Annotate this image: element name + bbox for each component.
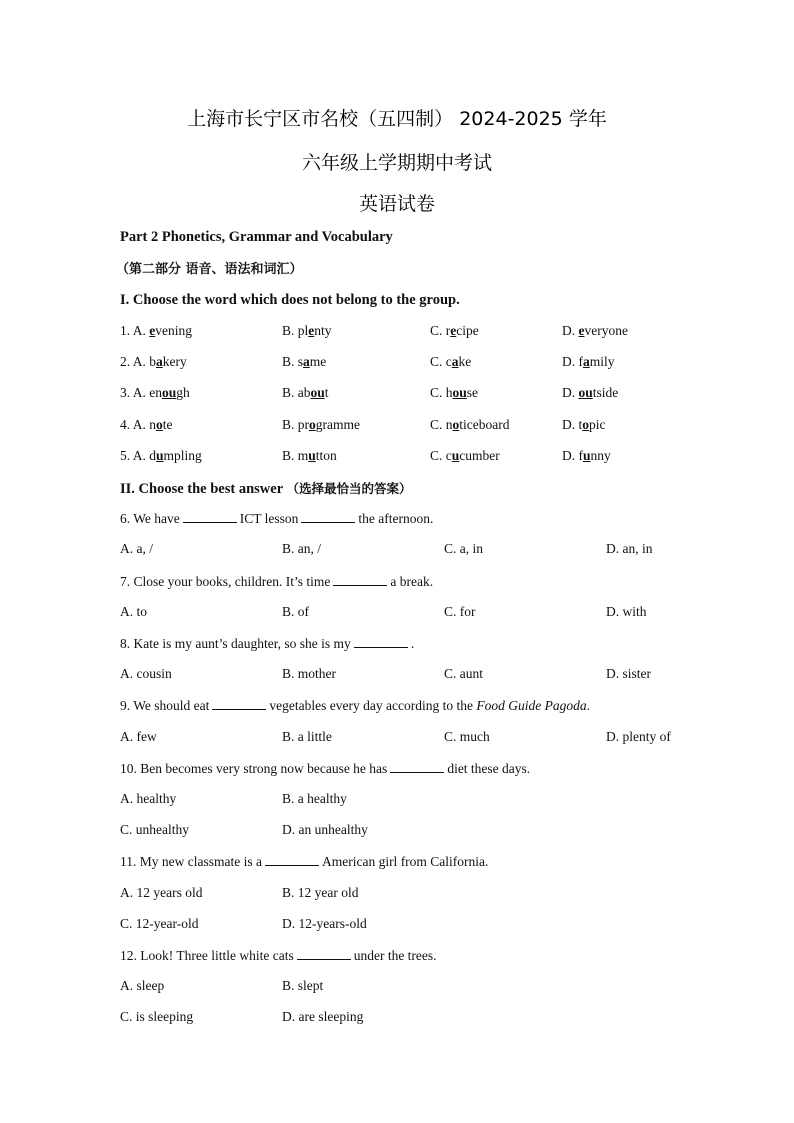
- underlined-sound: a: [451, 354, 459, 369]
- underlined-sound: u: [583, 448, 591, 463]
- q3-option-b[interactable]: [282, 385, 329, 401]
- question-7-text-b: a break.: [390, 574, 434, 589]
- answer-blank[interactable]: [212, 697, 266, 710]
- q11-option-c[interactable]: C. 12-year-old: [120, 916, 199, 931]
- word-prefix: B. pl: [282, 323, 309, 338]
- q7-option-d[interactable]: D. with: [606, 604, 647, 619]
- question-7-text-a: 7. Close your books, children. It’s time: [120, 574, 331, 589]
- q8-option-b[interactable]: B. mother: [282, 666, 336, 681]
- q2-option-c[interactable]: [430, 354, 471, 370]
- answer-blank[interactable]: [297, 947, 351, 960]
- answer-blank[interactable]: [333, 573, 387, 586]
- q4-option-c[interactable]: [430, 417, 510, 433]
- word-suffix: nty: [314, 323, 332, 338]
- word-prefix: d: [149, 448, 157, 463]
- q6-option-d[interactable]: D. an, in: [606, 541, 653, 556]
- answer-blank[interactable]: [183, 510, 237, 523]
- q8-option-c[interactable]: C. aunt: [444, 666, 483, 681]
- question-number: 1. A.: [120, 323, 146, 338]
- underlined-sound: ou: [162, 385, 177, 400]
- part-title: Part 2 Phonetics, Grammar and Vocabulary: [120, 229, 393, 245]
- word-prefix: B. ab: [282, 385, 311, 400]
- question-number: 3. A.: [120, 385, 146, 400]
- word-suffix: t: [324, 385, 329, 400]
- underlined-sound: o: [309, 417, 316, 432]
- underlined-sound: ou: [578, 385, 593, 400]
- word-suffix: cipe: [456, 323, 479, 338]
- question-8: [120, 635, 414, 652]
- question-number: 5. A.: [120, 448, 146, 463]
- q8-option-d[interactable]: D. sister: [606, 666, 651, 681]
- question-8-text-b: .: [410, 636, 415, 651]
- word-prefix: B. pr: [282, 417, 309, 432]
- underlined-sound: ou: [452, 385, 467, 400]
- q9-option-b[interactable]: B. a little: [282, 729, 332, 744]
- q9-option-c[interactable]: C. much: [444, 729, 490, 744]
- question-6: [120, 510, 433, 527]
- question-9-text-italic: Food Guide Pagoda: [476, 698, 587, 713]
- exam-subject-title: 英语试卷: [358, 193, 435, 215]
- underlined-sound: e: [450, 323, 457, 338]
- question-12: [120, 947, 437, 964]
- q5-option-c[interactable]: [430, 448, 500, 464]
- question-7: [120, 573, 433, 590]
- question-9: [120, 697, 590, 714]
- word-suffix: kery: [162, 354, 187, 369]
- q4-option-a[interactable]: [120, 417, 173, 433]
- q3-option-c[interactable]: [430, 385, 478, 401]
- word-suffix: mpling: [163, 448, 202, 463]
- word-suffix: nny: [590, 448, 611, 463]
- word-prefix: D. f: [562, 354, 583, 369]
- q5-option-a[interactable]: [120, 448, 202, 464]
- underlined-sound: u: [156, 448, 164, 463]
- q3-option-a[interactable]: [120, 385, 190, 401]
- underlined-sound: e: [308, 323, 315, 338]
- word-suffix: ke: [458, 354, 472, 369]
- word-suffix: tside: [592, 385, 619, 400]
- question-10: [120, 760, 530, 777]
- underlined-sound: e: [578, 323, 585, 338]
- q4-option-b[interactable]: [282, 417, 360, 433]
- word-prefix: B. m: [282, 448, 309, 463]
- question-number: 4. A.: [120, 417, 146, 432]
- q7-option-c[interactable]: C. for: [444, 604, 476, 619]
- word-prefix: en: [149, 385, 163, 400]
- q1-option-d[interactable]: [562, 323, 628, 339]
- question-12-text-a: 12. Look! Three little white cats: [120, 948, 294, 963]
- word-suffix: gramme: [315, 417, 360, 432]
- word-prefix: D.: [562, 385, 579, 400]
- q6-option-b[interactable]: B. an, /: [282, 541, 321, 556]
- underlined-sound: u: [308, 448, 316, 463]
- q2-option-a[interactable]: [120, 354, 187, 370]
- q11-option-a[interactable]: A. 12 years old: [120, 885, 203, 900]
- word-prefix: b: [149, 354, 157, 369]
- q7-option-b[interactable]: B. of: [282, 604, 309, 619]
- question-6-text-a: 6. We have: [120, 511, 180, 526]
- q3-option-d[interactable]: [562, 385, 618, 401]
- question-10-text-a: 10. Ben becomes very strong now because he has: [120, 761, 388, 776]
- question-6-text-c: the afternoon.: [358, 511, 434, 526]
- q10-option-d[interactable]: D. an unhealthy: [282, 822, 368, 837]
- word-suffix: me: [309, 354, 327, 369]
- word-prefix: C. c: [430, 448, 452, 463]
- q5-option-b[interactable]: [282, 448, 337, 464]
- question-9-text-a: 9. We should eat: [120, 698, 210, 713]
- q10-option-a[interactable]: A. healthy: [120, 791, 177, 806]
- word-prefix: C. n: [430, 417, 453, 432]
- answer-blank[interactable]: [354, 635, 408, 648]
- q12-option-c[interactable]: C. is sleeping: [120, 1009, 194, 1024]
- underlined-sound: u: [451, 448, 460, 463]
- q5-option-d[interactable]: [562, 448, 611, 464]
- word-suffix: te: [162, 417, 173, 432]
- word-suffix: tton: [315, 448, 337, 463]
- word-prefix: D.: [562, 323, 579, 338]
- q12-option-b[interactable]: B. slept: [282, 978, 324, 993]
- word-suffix: veryone: [584, 323, 628, 338]
- q2-option-b[interactable]: [282, 354, 326, 370]
- underlined-sound: a: [303, 354, 310, 369]
- q1-option-b[interactable]: [282, 323, 332, 339]
- word-suffix: ticeboard: [459, 417, 510, 432]
- answer-blank[interactable]: [301, 510, 355, 523]
- answer-blank[interactable]: [265, 853, 319, 866]
- word-prefix: C. h: [430, 385, 453, 400]
- question-8-text-a: 8. Kate is my aunt’s daughter, so she is my: [120, 636, 351, 651]
- word-prefix: B. s: [282, 354, 304, 369]
- question-9-text-b: vegetables every day according to the: [269, 698, 473, 713]
- question-12-text-b: under the trees.: [353, 948, 437, 963]
- question-9-text-d: .: [586, 698, 590, 713]
- q11-option-d[interactable]: D. 12-years-old: [282, 916, 367, 931]
- exam-school-title: 上海市长宁区市名校（五四制） 2024-2025 学年: [187, 108, 607, 130]
- q2-option-d[interactable]: [562, 354, 615, 370]
- word-prefix: D. f: [562, 448, 583, 463]
- word-suffix: mily: [589, 354, 615, 369]
- section2-heading: [120, 479, 412, 498]
- question-11-text-b: American girl from California.: [321, 854, 489, 869]
- underlined-sound: e: [149, 323, 156, 338]
- q6-option-c[interactable]: C. a, in: [444, 541, 483, 556]
- q9-option-d[interactable]: D. plenty of: [606, 729, 671, 744]
- word-suffix: gh: [176, 385, 190, 400]
- q10-option-c[interactable]: C. unhealthy: [120, 822, 189, 837]
- q12-option-a[interactable]: A. sleep: [120, 978, 165, 993]
- q7-option-a[interactable]: A. to: [120, 604, 147, 619]
- word-prefix: C. c: [430, 354, 452, 369]
- exam-grade-title: 六年级上学期期中考试: [301, 152, 492, 174]
- section2-heading-en: II. Choose the best answer: [120, 481, 283, 497]
- section1-heading: I. Choose the word which does not belong to the group.: [120, 292, 460, 308]
- underlined-sound: a: [156, 354, 163, 369]
- word-suffix: vening: [155, 323, 193, 338]
- q12-option-d[interactable]: D. are sleeping: [282, 1009, 364, 1024]
- word-suffix: cumber: [459, 448, 500, 463]
- question-11-text-a: 11. My new classmate is a: [120, 854, 262, 869]
- q1-option-c[interactable]: [430, 323, 479, 339]
- underlined-sound: o: [452, 417, 460, 432]
- q1-option-a[interactable]: [120, 323, 192, 339]
- q11-option-b[interactable]: B. 12 year old: [282, 885, 359, 900]
- word-prefix: D. t: [562, 417, 583, 432]
- q6-option-a[interactable]: A. a, /: [120, 541, 153, 556]
- part-subtitle: （第二部分 语音、语法和词汇）: [116, 262, 303, 277]
- underlined-sound: ou: [310, 385, 325, 400]
- q4-option-d[interactable]: [562, 417, 606, 433]
- underlined-sound: a: [583, 354, 590, 369]
- underlined-sound: o: [156, 417, 163, 432]
- question-10-text-b: diet these days.: [447, 761, 531, 776]
- question-11: [120, 853, 488, 870]
- word-prefix: C. r: [430, 323, 451, 338]
- word-prefix: n: [149, 417, 157, 432]
- word-suffix: se: [466, 385, 479, 400]
- underlined-sound: o: [582, 417, 589, 432]
- question-6-text-b: ICT lesson: [239, 511, 299, 526]
- q9-option-a[interactable]: A. few: [120, 729, 157, 744]
- word-suffix: pic: [589, 417, 606, 432]
- question-number: 2. A.: [120, 354, 146, 369]
- q8-option-a[interactable]: A. cousin: [120, 666, 172, 681]
- answer-blank[interactable]: [390, 760, 444, 773]
- q10-option-b[interactable]: B. a healthy: [282, 791, 347, 806]
- section2-heading-cn: （选择最恰当的答案）: [286, 481, 412, 496]
